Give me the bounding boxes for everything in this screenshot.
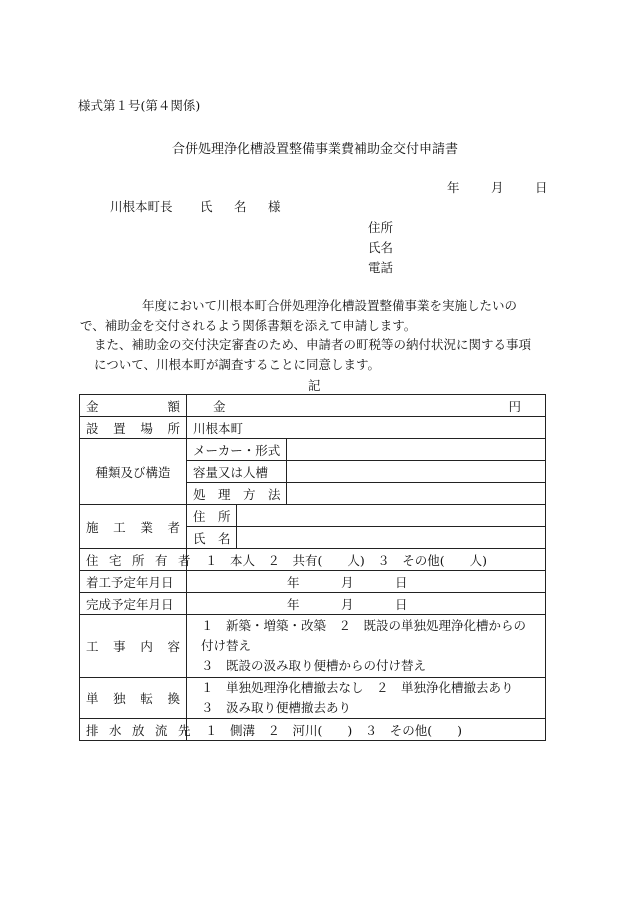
conversion-label: 単 独 転 換 <box>80 678 187 719</box>
row-contractor-1 <box>80 505 546 527</box>
row-start-date <box>80 571 546 593</box>
conversion-field[interactable]: １ 単独処理浄化槽撤去なし ２ 単独浄化槽撤去あり ３ 汲み取り便槽撤去あり <box>187 678 546 719</box>
applicant-name-label: 氏名 <box>368 240 394 255</box>
work-field[interactable]: １ 新築・増築・改築 ２ 既設の単独処理浄化槽からの 付け替え ３ 既設の汲み取り便槽からの付け替え <box>187 615 546 678</box>
form-number: 様式第１号(第４関係) <box>78 98 201 113</box>
row-end-date <box>80 593 546 615</box>
location-field[interactable]: 川根本町 <box>187 417 546 439</box>
type-method-field[interactable] <box>287 483 546 505</box>
owner-field[interactable]: １ 本人 ２ 共有( 人) ３ その他( 人) <box>187 549 546 571</box>
row-owner <box>80 549 546 571</box>
date-month: 月 <box>491 180 504 195</box>
type-capacity-field[interactable] <box>287 461 546 483</box>
paragraph2-line2: について、川根本町が調査することに同意します。 <box>94 357 381 372</box>
paragraph1-line1: 年度において川根本町合併処理浄化槽設置整備事業を実施したいの <box>142 298 518 313</box>
row-work <box>80 615 546 678</box>
start-date-label: 着工予定年月日 <box>80 571 187 593</box>
discharge-label: 排 水 放 流 先 <box>80 719 187 741</box>
addressee <box>110 197 281 215</box>
date-line <box>447 178 548 196</box>
contractor-label: 施 工 業 者 <box>80 505 187 549</box>
date-year: 年 <box>447 180 460 195</box>
type-capacity-label: 容量又は人槽 <box>187 461 287 483</box>
end-date-label: 完成予定年月日 <box>80 593 187 615</box>
type-label: 種類及び構造 <box>80 439 187 505</box>
applicant-phone-label: 電話 <box>368 260 394 275</box>
addressee-office: 川根本町長 <box>110 199 173 214</box>
addressee-sama: 様 <box>268 199 281 214</box>
contractor-name-field[interactable] <box>237 527 546 549</box>
row-discharge <box>80 719 546 741</box>
paragraph1-line2: で、補助金を交付されるよう関係書類を添えて申請します。 <box>80 318 417 333</box>
date-day: 日 <box>535 180 548 195</box>
owner-label: 住 宅 所 有 者 <box>80 549 187 571</box>
document-title: 合併処理浄化槽設置整備事業費補助金交付申請書 <box>171 142 458 157</box>
row-location <box>80 417 546 439</box>
row-type-1 <box>80 439 546 461</box>
addressee-shi: 氏 <box>200 199 213 214</box>
start-date-field[interactable]: 年 月 日 <box>187 571 546 593</box>
contractor-address-label: 住 所 <box>187 505 237 527</box>
ki-heading: 記 <box>308 378 321 393</box>
contractor-name-label: 氏 名 <box>187 527 237 549</box>
type-maker-field[interactable] <box>287 439 546 461</box>
row-amount <box>80 395 546 417</box>
type-method-label: 処 理 方 法 <box>187 483 287 505</box>
type-maker-label: メーカー・形式 <box>187 439 287 461</box>
application-table <box>79 394 546 741</box>
work-label: 工 事 内 容 <box>80 615 187 678</box>
end-date-field[interactable]: 年 月 日 <box>187 593 546 615</box>
amount-field[interactable]: 金 円 <box>187 395 546 417</box>
addressee-mei: 名 <box>234 199 247 214</box>
location-label: 設 置 場 所 <box>80 417 187 439</box>
paragraph2-line1: また、補助金の交付決定審査のため、申請者の町税等の納付状況に関する事項 <box>94 337 532 352</box>
row-conversion <box>80 678 546 719</box>
applicant-address-label: 住所 <box>368 220 394 235</box>
amount-label: 金 額 <box>80 395 187 417</box>
contractor-address-field[interactable] <box>237 505 546 527</box>
discharge-field[interactable]: １ 側溝 ２ 河川( ) ３ その他( ) <box>187 719 546 741</box>
